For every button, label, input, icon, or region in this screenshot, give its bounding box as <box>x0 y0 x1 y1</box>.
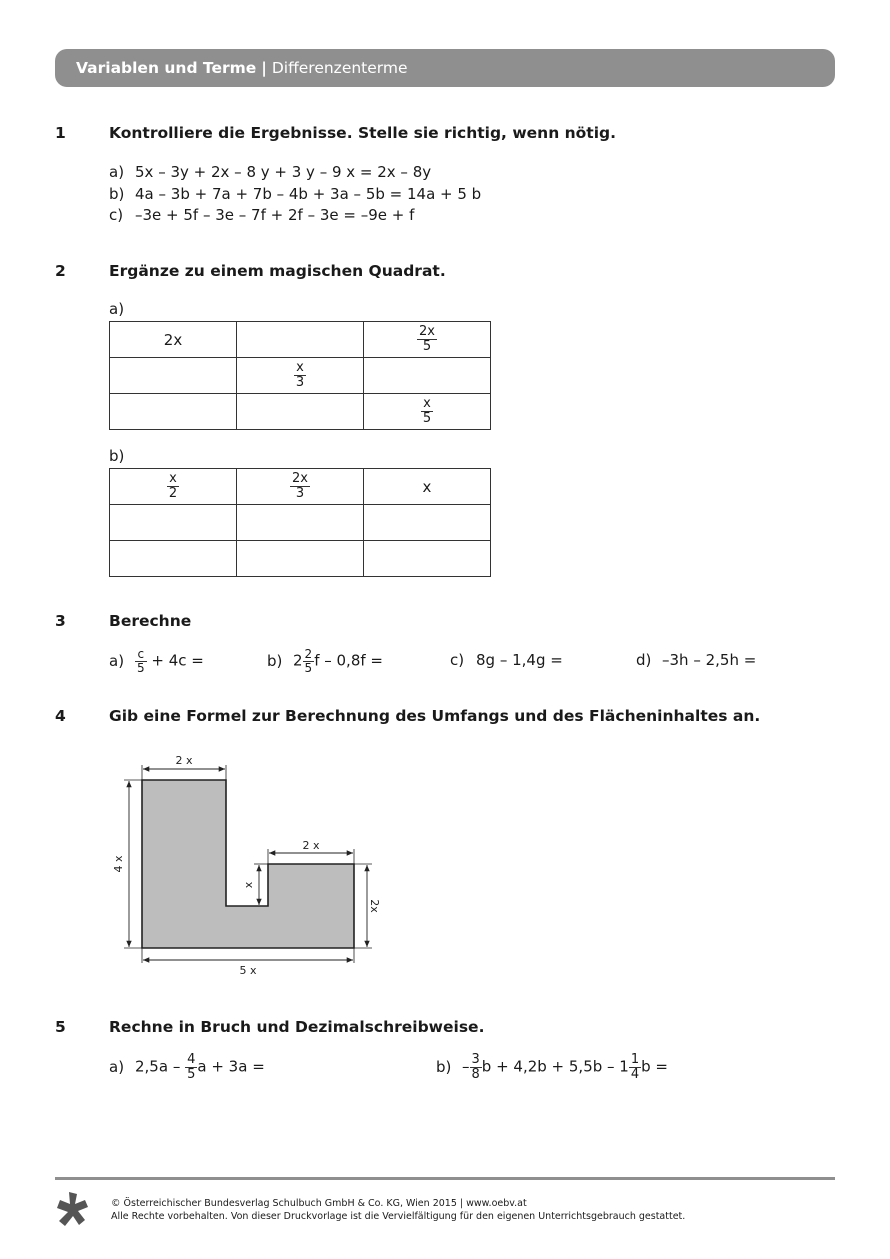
task-3-item-d <box>636 651 756 669</box>
cell <box>110 469 237 505</box>
expr-pre: – <box>462 1057 470 1076</box>
item-label: b) <box>436 1057 452 1076</box>
item-text: f – 0,8f = <box>314 651 383 670</box>
task-3-item-c <box>450 651 563 669</box>
cell <box>364 322 491 358</box>
cell <box>237 469 364 505</box>
fraction-numerator: 2x <box>292 471 308 487</box>
expr-mid: b + 4,2b + 5,5b – 1 <box>481 1057 629 1076</box>
cell-empty[interactable] <box>237 541 364 577</box>
footer-line-2: Alle Rechte vorbehalten. Von dieser Druckvorlage ist die Vervielfältigung für den eigenen Unterrichtsgebrauch gestattet. <box>111 1211 686 1222</box>
item-label: d) <box>636 651 652 669</box>
shaded-shape <box>142 780 354 948</box>
expr-rest: a + 3a = <box>197 1057 265 1076</box>
task-5-title: Rechne in Bruch und Dezimalschreibweise. <box>109 1018 485 1036</box>
label-top-left: 2 x <box>175 754 193 767</box>
task-2-title: Ergänze zu einem magischen Quadrat. <box>109 262 446 280</box>
item-text: 5x – 3y + 2x – 8 y + 3 y – 9 x = 2x – 8y <box>135 163 432 181</box>
footer-line-1: © Österreichischer Bundesverlag Schulbuch GmbH & Co. KG, Wien 2015 | www.oebv.at <box>111 1198 527 1209</box>
square-a-label: a) <box>109 300 125 318</box>
item-label: a) <box>109 651 125 670</box>
label-notch: x <box>242 881 255 889</box>
expr-rest: b = <box>641 1057 668 1076</box>
task-4-title: Gib eine Formel zur Berechnung des Umfangs und des Flächeninhaltes an. <box>109 707 761 725</box>
cell-empty[interactable] <box>237 394 364 430</box>
label-bottom: 5 x <box>239 964 257 977</box>
item-label: b) <box>109 185 125 203</box>
fraction-numerator: x <box>167 472 179 487</box>
cell-empty[interactable] <box>110 394 237 430</box>
cell <box>364 394 491 430</box>
footer-copyright <box>111 1197 685 1223</box>
task-3-item-b <box>267 648 383 674</box>
header-topic: Variablen und Terme <box>76 59 257 77</box>
item-label: c) <box>109 206 124 224</box>
fraction-denominator: 3 <box>295 375 305 390</box>
fraction-denominator: 5 <box>422 339 432 354</box>
fraction-denominator: 2 <box>168 486 178 501</box>
header-subtopic: Differenzenterme <box>271 59 408 77</box>
task-3-number: 3 <box>55 612 66 630</box>
task-2-number: 2 <box>55 262 66 280</box>
fraction-denominator: 5 <box>304 660 313 675</box>
task-5-item-a <box>109 1053 265 1081</box>
expr-pre: 2,5a – <box>135 1057 181 1076</box>
fraction-numerator: 2 <box>304 647 313 661</box>
item-text: + 4c = <box>146 651 204 670</box>
header-separator: | <box>261 59 267 77</box>
task-3-title: Berechne <box>109 612 192 630</box>
cell-empty[interactable] <box>364 358 491 394</box>
fraction-denominator: 4 <box>630 1066 640 1082</box>
item-label: c) <box>450 651 465 669</box>
task-1-number: 1 <box>55 124 66 142</box>
fraction-denominator: 5 <box>137 660 145 675</box>
cell-empty[interactable] <box>364 541 491 577</box>
publisher-logo-icon <box>55 1190 95 1230</box>
cell: x <box>364 469 491 505</box>
fraction-numerator: 4 <box>187 1052 196 1067</box>
task-1-item-c <box>109 206 414 224</box>
cell-empty[interactable] <box>237 505 364 541</box>
task-1-item-b <box>109 185 481 203</box>
fraction-numerator: c <box>135 648 147 662</box>
cell <box>237 358 364 394</box>
task-5-item-b <box>436 1053 668 1081</box>
task-3-item-a <box>109 648 204 674</box>
fraction-numerator: 3 <box>471 1052 480 1067</box>
fraction-denominator: 8 <box>471 1066 480 1082</box>
fraction-denominator: 5 <box>187 1066 196 1082</box>
task-1-item-a <box>109 163 431 181</box>
footer-rule <box>55 1177 835 1180</box>
fraction-numerator: x <box>421 397 433 412</box>
l-shape-figure <box>100 745 400 985</box>
cell-empty[interactable] <box>110 505 237 541</box>
cell-empty[interactable] <box>110 358 237 394</box>
fraction-numerator: 1 <box>630 1052 640 1067</box>
label-left-height: 4 x <box>112 855 125 873</box>
item-text: –3h – 2,5h = <box>662 651 757 669</box>
magic-square-b <box>109 468 491 577</box>
square-b-label: b) <box>109 447 125 465</box>
cell-empty[interactable] <box>237 322 364 358</box>
task-1-title: Kontrolliere die Ergebnisse. Stelle sie richtig, wenn nötig. <box>109 124 617 142</box>
label-right-height: 2x <box>368 899 381 913</box>
magic-square-a <box>109 321 491 430</box>
worksheet-header <box>55 49 835 87</box>
cell-empty[interactable] <box>110 541 237 577</box>
item-text: 4a – 3b + 7a + 7b – 4b + 3a – 5b = 14a + 5 b <box>135 185 482 203</box>
cell-empty[interactable] <box>364 505 491 541</box>
task-4-number: 4 <box>55 707 66 725</box>
label-right-top: 2 x <box>302 839 320 852</box>
item-label: b) <box>267 651 283 670</box>
item-label: a) <box>109 1057 125 1076</box>
item-label: a) <box>109 163 125 181</box>
cell: 2x <box>110 322 237 358</box>
mixed-whole: 2 <box>293 651 303 670</box>
item-text: 8g – 1,4g = <box>476 651 563 669</box>
task-5-number: 5 <box>55 1018 66 1036</box>
fraction-numerator: x <box>294 361 306 376</box>
fraction-denominator: 3 <box>295 486 305 501</box>
fraction-numerator: 2x <box>419 324 435 340</box>
fraction-denominator: 5 <box>422 411 432 426</box>
item-text: –3e + 5f – 3e – 7f + 2f – 3e = –9e + f <box>135 206 415 224</box>
